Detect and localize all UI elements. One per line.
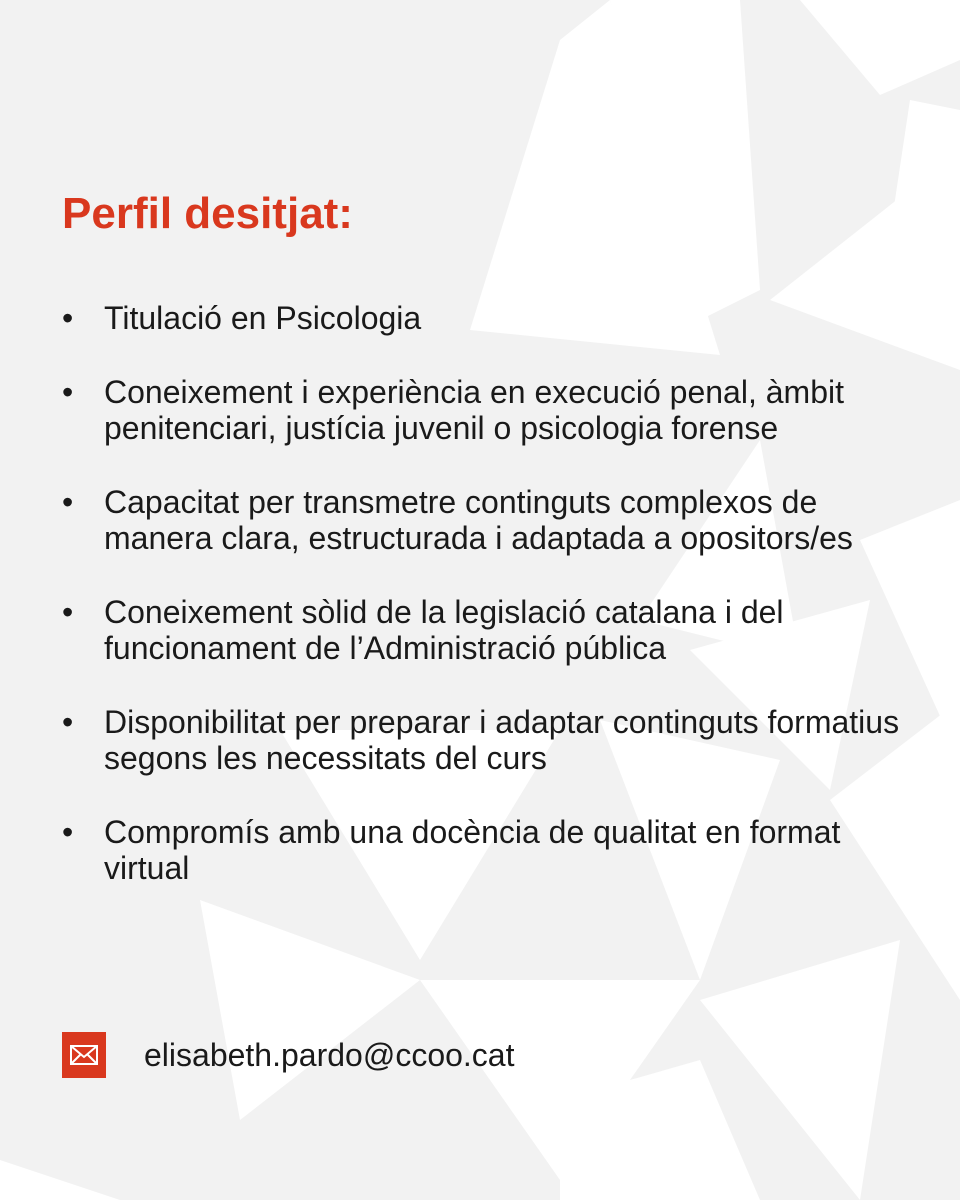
list-item [62, 484, 902, 556]
bullet-icon: • [62, 594, 74, 630]
mail-icon [62, 1032, 106, 1078]
contact-row [62, 1032, 514, 1078]
bullet-icon: • [62, 704, 74, 740]
list-item-text: Disponibilitat per preparar i adaptar continguts formatius segons les necessitats del curs [104, 704, 900, 776]
list-item-text: Coneixement i experiència en execució penal, àmbit penitenciari, justícia juvenil o psicologia forense [104, 374, 844, 446]
list-item-text: Coneixement sòlid de la legislació catalana i del funcionament de l’Administració pública [104, 594, 784, 666]
list-item-text: Compromís amb una docència de qualitat en format virtual [104, 814, 841, 886]
bullet-icon: • [62, 374, 74, 410]
page-title: Perfil desitjat: [62, 189, 353, 238]
list-item-text: Capacitat per transmetre continguts complexos de manera clara, estructurada i adaptada a opositors/es [104, 484, 853, 556]
requirements-list [62, 300, 902, 886]
list-item [62, 374, 902, 446]
mail-icon-bg [62, 1032, 106, 1078]
list-item-text: Titulació en Psicologia [104, 300, 422, 336]
list-item [62, 300, 902, 336]
bullet-icon: • [62, 814, 74, 850]
list-item [62, 704, 902, 776]
list-item [62, 814, 902, 886]
bullet-icon: • [62, 484, 74, 520]
bullet-icon: • [62, 300, 74, 336]
list-item [62, 594, 902, 666]
contact-email[interactable]: elisabeth.pardo@ccoo.cat [144, 1037, 515, 1073]
